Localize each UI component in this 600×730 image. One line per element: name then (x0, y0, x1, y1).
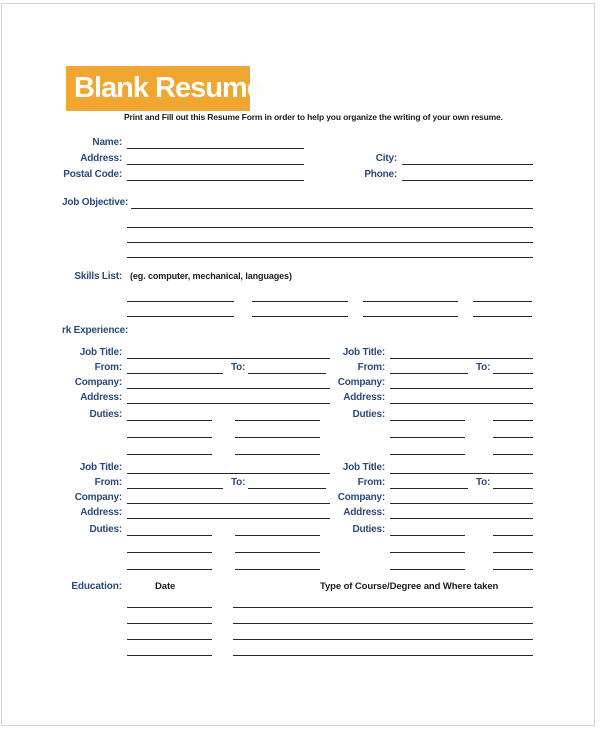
skill-field-line[interactable] (363, 314, 458, 317)
address-label: Address: (343, 507, 385, 518)
from-label: From: (94, 477, 122, 488)
education-date-header: Date (155, 581, 176, 592)
job-entry-3 (62, 459, 330, 570)
skill-field-line[interactable] (252, 299, 348, 302)
job-objective-label: Job Objective: (62, 197, 129, 208)
address-row (62, 151, 304, 165)
duty-field-line[interactable] (235, 417, 320, 421)
city-field-line[interactable] (402, 161, 533, 165)
job-title-row (330, 459, 533, 474)
from-to-row (330, 359, 533, 374)
company-field-line[interactable] (390, 385, 533, 389)
from-field-line[interactable] (127, 485, 223, 489)
company-label: Company: (337, 377, 385, 388)
duties-row (62, 421, 330, 438)
duties-label: Duties: (89, 409, 122, 420)
to-label: To: (476, 477, 491, 488)
education-date-field-line[interactable] (127, 621, 212, 624)
address-row (62, 504, 330, 519)
duties-row (330, 438, 533, 455)
address-label: Address: (80, 153, 122, 164)
duties-row (330, 404, 533, 421)
duty-field-line[interactable] (127, 417, 212, 421)
address-field-line[interactable] (127, 515, 330, 519)
skill-field-line[interactable] (473, 314, 532, 317)
phone-row (330, 167, 533, 181)
from-to-row (62, 474, 330, 489)
company-label: Company: (337, 492, 385, 503)
company-field-line[interactable] (127, 385, 330, 389)
job-title-label: Job Title: (79, 347, 122, 358)
from-label: From: (94, 362, 122, 373)
duty-field-line[interactable] (493, 434, 533, 438)
education-label: Education: (71, 581, 122, 592)
job-title-field-line[interactable] (390, 355, 533, 359)
company-row (62, 374, 330, 389)
company-field-line[interactable] (127, 500, 330, 504)
duties-row (62, 519, 330, 536)
duties-row (62, 438, 330, 455)
company-row (62, 489, 330, 504)
address-row (62, 389, 330, 404)
work-experience-label: rk Experience: (62, 325, 129, 336)
job-title-row (62, 344, 330, 359)
to-label: To: (231, 477, 246, 488)
job-title-label: Job Title: (342, 462, 385, 473)
address-row (330, 389, 533, 404)
skill-field-line[interactable] (252, 314, 348, 317)
job-title-label: Job Title: (79, 462, 122, 473)
skill-field-line[interactable] (127, 314, 234, 317)
education-course-field-line[interactable] (233, 605, 533, 608)
education-course-field-line[interactable] (233, 637, 533, 640)
from-label: From: (357, 477, 385, 488)
to-field-line[interactable] (493, 370, 533, 374)
duty-field-line[interactable] (127, 532, 212, 536)
job-title-row (330, 344, 533, 359)
address-field-line[interactable] (127, 161, 304, 165)
address-label: Address: (80, 507, 122, 518)
job-objective-field-line[interactable] (131, 205, 533, 209)
job-entry-4 (330, 459, 533, 570)
skills-list-row (62, 269, 292, 283)
duty-field-line[interactable] (390, 451, 465, 455)
education-course-field-line[interactable] (233, 653, 533, 656)
duty-field-line[interactable] (493, 549, 533, 553)
duty-field-line[interactable] (390, 417, 465, 421)
duty-field-line[interactable] (493, 566, 533, 570)
duty-field-line[interactable] (235, 434, 320, 438)
job-entry-2 (330, 344, 533, 455)
name-label: Name: (92, 137, 122, 148)
skill-field-line[interactable] (363, 299, 458, 302)
duties-row (62, 536, 330, 553)
duties-row (330, 519, 533, 536)
postal-code-row (62, 167, 304, 181)
to-field-line[interactable] (248, 370, 326, 374)
duties-label: Duties: (352, 409, 385, 420)
duty-field-line[interactable] (235, 566, 320, 570)
title-bar (66, 66, 262, 111)
duty-field-line[interactable] (493, 532, 533, 536)
duty-field-line[interactable] (390, 566, 465, 570)
duty-field-line[interactable] (127, 451, 212, 455)
skills-list-label: Skills List: (74, 271, 122, 282)
company-field-line[interactable] (390, 500, 533, 504)
from-field-line[interactable] (127, 370, 223, 374)
postal-code-label: Postal Code: (63, 169, 122, 180)
duties-row (330, 553, 533, 570)
from-to-row (330, 474, 533, 489)
duty-field-line[interactable] (127, 549, 212, 553)
duties-row (330, 421, 533, 438)
address-label: Address: (343, 392, 385, 403)
city-row (330, 151, 533, 165)
education-date-field-line[interactable] (127, 637, 212, 640)
education-date-field-line[interactable] (127, 653, 212, 656)
job-title-field-line[interactable] (390, 470, 533, 474)
address-field-line[interactable] (390, 400, 533, 404)
duty-field-line[interactable] (127, 566, 212, 570)
from-field-line[interactable] (390, 370, 468, 374)
job-title-field-line[interactable] (127, 470, 330, 474)
form-instructions: Print and Fill out this Resume Form in order to help you organize the writing of your own resume. (124, 112, 503, 122)
duty-field-line[interactable] (235, 451, 320, 455)
job-entry-1 (62, 344, 330, 455)
name-field-line[interactable] (127, 145, 304, 149)
job-title-row (62, 459, 330, 474)
education-course-field-line[interactable] (233, 621, 533, 624)
company-row (330, 374, 533, 389)
phone-field-line[interactable] (402, 177, 533, 181)
from-field-line[interactable] (390, 485, 468, 489)
company-label: Company: (74, 492, 122, 503)
duty-field-line[interactable] (235, 532, 320, 536)
to-label: To: (476, 362, 491, 373)
duty-field-line[interactable] (390, 532, 465, 536)
to-field-line[interactable] (248, 485, 326, 489)
postal-code-field-line[interactable] (127, 177, 304, 181)
job-title-field-line[interactable] (127, 355, 330, 359)
company-row (330, 489, 533, 504)
company-label: Company: (74, 377, 122, 388)
duty-field-line[interactable] (127, 434, 212, 438)
duty-field-line[interactable] (493, 417, 533, 421)
name-row (62, 135, 304, 149)
phone-label: Phone: (364, 169, 397, 180)
to-field-line[interactable] (493, 485, 533, 489)
from-label: From: (357, 362, 385, 373)
duties-label: Duties: (89, 524, 122, 535)
to-label: To: (231, 362, 246, 373)
address-label: Address: (80, 392, 122, 403)
duties-label: Duties: (352, 524, 385, 535)
duty-field-line[interactable] (235, 549, 320, 553)
education-course-header: Type of Course/Degree and Where taken (320, 581, 499, 592)
duty-field-line[interactable] (390, 549, 465, 553)
job-title-label: Job Title: (342, 347, 385, 358)
duties-row (330, 536, 533, 553)
job-objective-row (62, 195, 533, 209)
duty-field-line[interactable] (493, 451, 533, 455)
job-objective-field-line[interactable] (127, 240, 533, 243)
from-to-row (62, 359, 330, 374)
address-field-line[interactable] (390, 515, 533, 519)
skill-field-line[interactable] (473, 299, 532, 302)
duty-field-line[interactable] (390, 434, 465, 438)
duties-row (62, 404, 330, 421)
address-field-line[interactable] (127, 400, 330, 404)
duties-row (62, 553, 330, 570)
page-title: Blank Resume (74, 72, 262, 104)
job-objective-field-line[interactable] (127, 225, 533, 228)
city-label: City: (375, 153, 397, 164)
job-objective-field-line[interactable] (127, 255, 533, 258)
skills-list-hint: (eg. computer, mechanical, languages) (130, 271, 292, 281)
skill-field-line[interactable] (127, 299, 234, 302)
education-date-field-line[interactable] (127, 605, 212, 608)
address-row (330, 504, 533, 519)
